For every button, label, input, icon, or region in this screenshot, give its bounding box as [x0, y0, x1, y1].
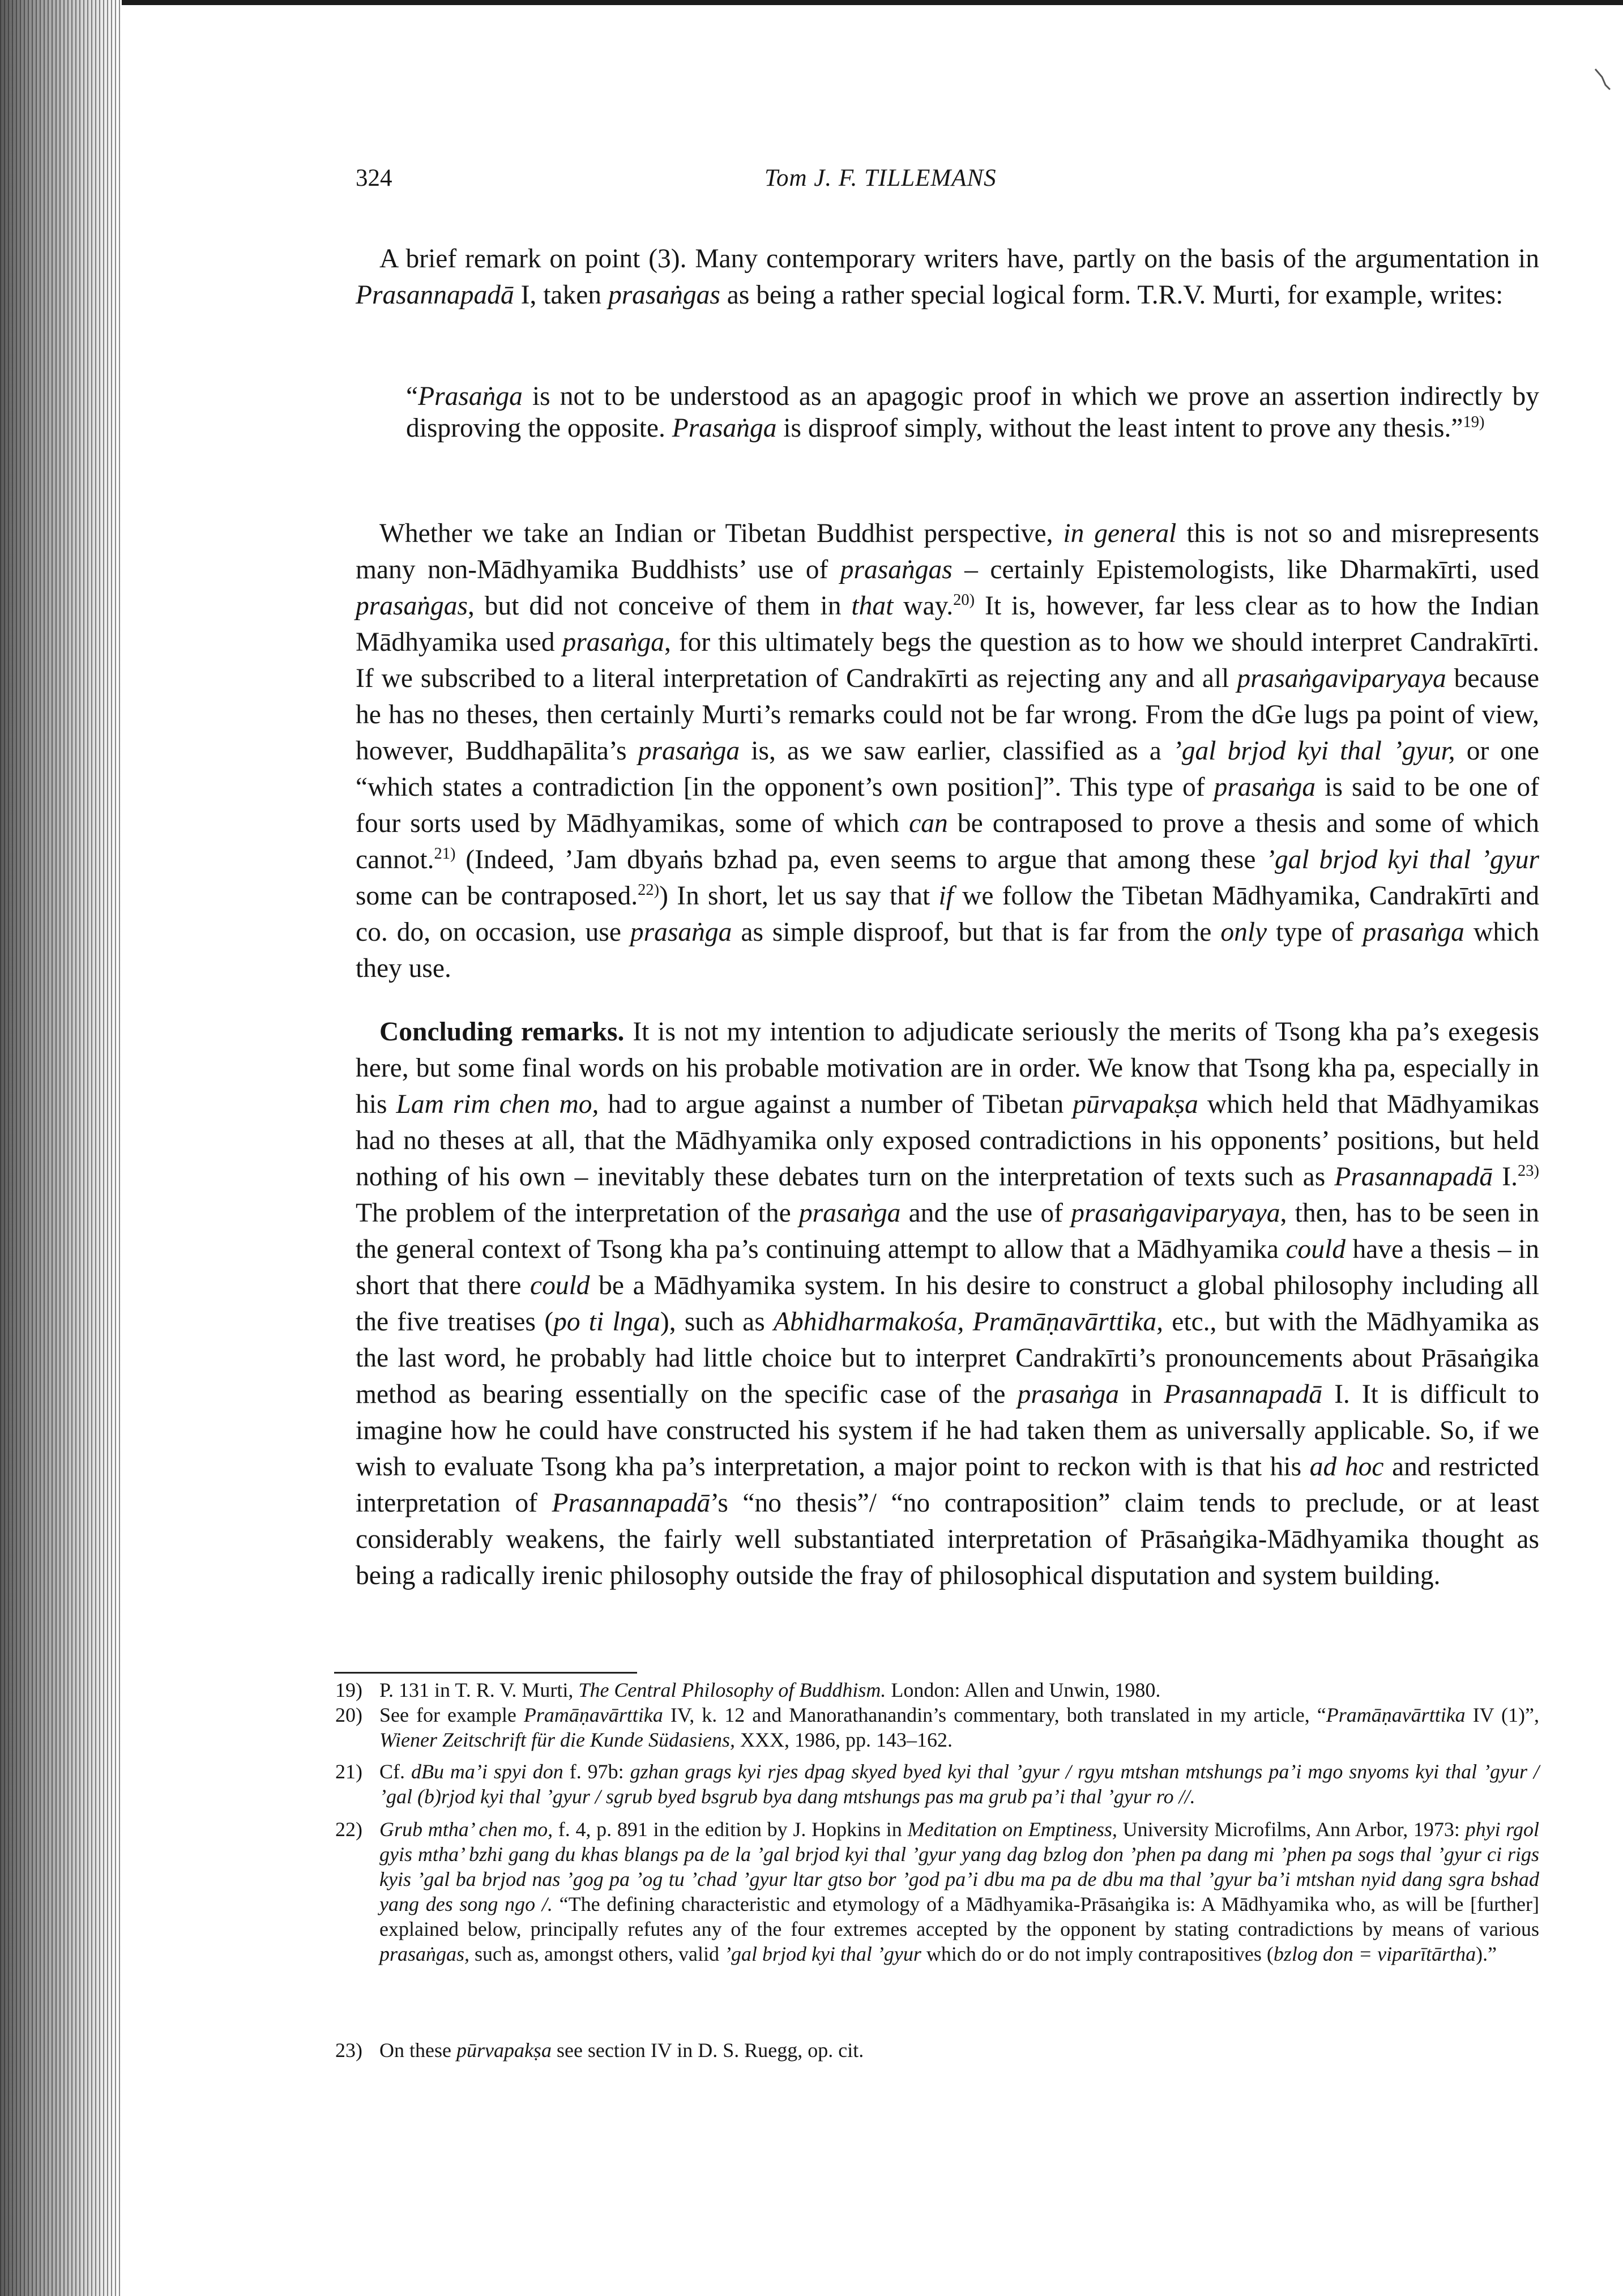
- footnote-22: 22) Grub mtha’ chen mo, f. 4, p. 891 in the edition by J. Hopkins in Meditation on Emptiness, University Microfilms, Ann Arbor, 1973: phyi rgol gyis mtha’ bzhi gang du khas blangs pa de la ’gal brjod kyi thal ’gyur yang dag bzlog don ’phen pa dang mi ’phen pa sogs thal ’gyur ci rigs kyis ’gal ba brjod nas ’gog pa ’og tu ’chad ’gyur ltar gtso bor ’god pa’i dbu ma pa de dbu ma thal ’gyur ba’i mtshan nyid dang sgra bshad yang des song ngo /. “The defining characteristic and etymology of a Mādhyamika-Prāsaṅgika is: A Mādhyamika who, as will be [further] explained below, principally refutes any of the four extremes accepted by the opponent by stating contradictions by means of various prasaṅgas, such as, amongst others, valid ’gal brjod kyi thal ’gyur which do or do not imply contrapositives (bzlog don = viparītārtha).”: [335, 1818, 1539, 1965]
- paragraph-concluding-remarks: Concluding remarks. It is not my intention to adjudicate seriously the merits of Tsong kha pa’s exegesis here, but some final words on his probable motivation are in order. We know that Tsong kha pa, especially in his Lam rim chen mo, had to argue against a number of Tibetan pūrvapakṣa which held that Mādhyamikas had no theses at all, that the Mādhyamika only exposed contradictions in his opponents’ positions, but held nothing of his own – inevitably these debates turn on the interpretation of texts such as Prasannapadā I.$^{23)}$ The problem of the interpretation of the prasaṅga and the use of prasaṅgaviparyaya, then, has to be seen in the general context of Tsong kha pa’s continuing attempt to allow that a Mādhyamika could have a thesis – in short that there could be a Mādhyamika system. In his desire to construct a global philosophy including all the five treatises (po ti lnga), such as Abhidharmakośa, Pramāṇavārttika, etc., but with the Mādhyamika as the last word, he probably had little choice but to interpret Candrakīrti’s pronouncements about Prāsaṅgika method as bearing essentially on the specific case of the prasaṅga in Prasannapadā I. It is difficult to imagine how he could have constructed his system if he had taken them as universally applicable. So, if we wish to evaluate Tsong kha pa’s interpretation, a major point to reckon with is that his ad hoc and restricted interpretation of Prasannapadā’s “no thesis”/ “no contraposition” claim tends to preclude, or at least considerably weakens, the fairly well substantiated interpretation of Prāsaṅgika-Mādhyamika thought as being a radically irenic philosophy outside the fray of philosophical disputation and system building.: [356, 1017, 1540, 1590]
- paragraph-intro: A brief remark on point (3). Many contemporary writers have, partly on the basis of the argumentation in Prasannapadā I, taken prasaṅgas as being a rather special logical form. T.R.V. Murti, for example, writes:: [356, 244, 1539, 310]
- page-number: 324: [356, 165, 392, 191]
- scan-mark: [1594, 68, 1612, 91]
- paragraph-discussion: Whether we take an Indian or Tibetan Buddhist perspective, in general this is not so and misrepresents many non-Mādhyamika Buddhists’ use of prasaṅgas – certainly Epistemologists, like Dharmakīrti, used prasaṅgas, but did not conceive of them in that way.$^{20)}$ It is, however, far less clear as to how the Indian Mādhyamika used prasaṅga, for this ultimately begs the question as to how we should interpret Candrakīrti. If we subscribed to a literal interpretation of Candrakīrti as rejecting any and all prasaṅgaviparyaya because he has no theses, then certainly Murti’s remarks could not be far wrong. From the dGe lugs pa point of view, however, Buddhapālita’s prasaṅga is, as we saw earlier, classified as a ’gal brjod kyi thal ’gyur, or one “which states a contradiction [in the opponent’s own position]”. This type of prasaṅga is said to be one of four sorts used by Mādhyamikas, some of which can be contraposed to prove a thesis and some of which cannot.$^{21)}$ (Indeed, ’Jam dbyaṅs bzhad pa, even seems to argue that among these ’gal brjod kyi thal ’gyur some can be contraposed.$^{22)}$) In short, let us say that if we follow the Tibetan Mādhyamika, Candrakīrti and co. do, on occasion, use prasaṅga as simple disproof, but that is far from the only type of prasaṅga which they use.: [356, 519, 1540, 983]
- footnote-21: 21) Cf. dBu ma’i spyi don f. 97b: gzhan grags kyi rjes dpag skyed byed kyi thal ’gyur / rgyu mtshan mtshungs pa’i mgo snyoms kyi thal ’gyur / ’gal (b)rjod kyi thal ’gyur / sgrub byed bsgrub bya dang mtshungs pas ma grub pa’i thal ’gyur ro //.: [335, 1760, 1539, 1808]
- running-head-author: Tom J. F. TILLEMANS: [764, 165, 997, 191]
- footnote-ref-20[interactable]: 20): [953, 591, 975, 609]
- footnote-20: 20) See for example Pramāṇavārttika IV, k. 12 and Manorathanandin’s commentary, both translated in my article, “Pramāṇavārttika IV (1)”, Wiener Zeitschrift für die Kunde Südasiens, XXX, 1986, pp. 143–162.: [335, 1704, 1539, 1751]
- footnote-19: 19) P. 131 in T. R. V. Murti, The Central Philosophy of Buddhism. London: Allen and Unwin, 1980.: [335, 1679, 1161, 1701]
- footnote-separator: [334, 1672, 637, 1674]
- footnote-ref-21[interactable]: 21): [434, 845, 456, 863]
- footnote-ref-19[interactable]: 19): [1463, 413, 1485, 432]
- scan-top-edge: [0, 0, 1623, 5]
- block-quote-murti: “Prasaṅga is not to be understood as an apagogic proof in which we prove an assertion indirectly by disproving the opposite. Prasaṅga is disproof simply, without the least intent to prove any thesis.”$^{19)}$: [406, 382, 1539, 443]
- section-heading: Concluding remarks.: [379, 1017, 625, 1047]
- footnote-ref-23[interactable]: 23): [1518, 1162, 1539, 1180]
- footnote-ref-22[interactable]: 22): [638, 881, 660, 899]
- footnote-23: 23) On these pūrvapakṣa see section IV in D. S. Ruegg, op. cit.: [335, 2039, 864, 2062]
- book-gutter-shadow: [0, 0, 122, 2296]
